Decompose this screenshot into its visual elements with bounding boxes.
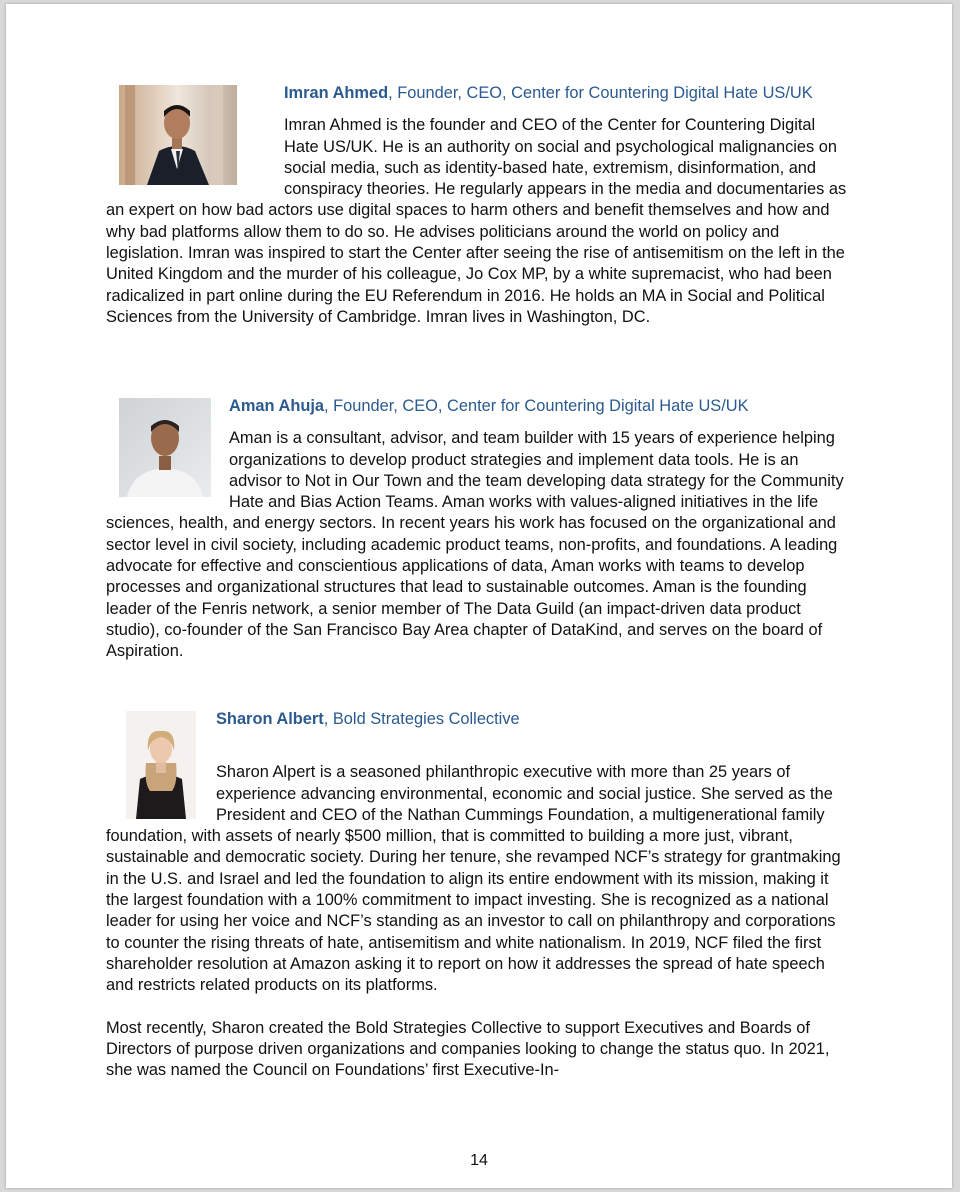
bio-heading <box>106 709 852 730</box>
person-name: Aman Ahuja <box>229 397 325 415</box>
page-number: 14 <box>470 1152 488 1169</box>
bio-paragraph: Aman is a consultant, advisor, and team builder with 15 years of experience helping organizations to develop product strategies and implement data tools. He is an advisor to Not in Our Town and the team developing data strategy for the Community Hate and Bias Action Teams. Aman works with values-aligned initiatives in the life sciences, health, and energy sectors. In recent years his work has focused on the organizational and sector level in civil society, including academic product teams, non-profits, and foundations. A leading advocate for effective and conscientious applications of data, Aman works with teams to develop processes and organizational structures that lead to sustainable outcomes. Aman is the founding leader of the Fenris network, a senior member of The Data Guild (an impact-driven data product studio), co-founder of the San Francisco Bay Area chapter of DataKind, and serves on the board of Aspiration. <box>106 429 844 661</box>
bio-sharon-albert <box>106 709 852 1081</box>
person-affiliation: , Founder, CEO, Center for Countering Digital Hate US/UK <box>388 84 813 102</box>
bio-heading <box>106 396 852 417</box>
portrait-imran-ahmed <box>119 85 237 185</box>
portrait-sharon-albert <box>126 711 196 819</box>
person-name: Imran Ahmed <box>284 84 389 102</box>
portrait-aman-ahuja <box>119 398 211 497</box>
bio-paragraph: Most recently, Sharon created the Bold Strategies Collective to support Executives and Boards of Directors of purpose driven organizations and companies looking to change the status quo. In 2021, she was named the Council on Foundations’ first Executive-In- <box>106 1018 830 1080</box>
bio-aman-ahuja <box>106 396 852 663</box>
bio-imran-ahmed <box>106 83 852 328</box>
bio-paragraph: Imran Ahmed is the founder and CEO of the Center for Countering Digital Hate US/UK. He is an authority on social and psychological malignancies on social media, such as identity-based hate, extremism, disinformation, and conspiracy theories. He regularly appears in the media and documentaries as an expert on how bad actors use digital spaces to harm others and benefit themselves and how and why bad platforms allow them to do so. He advises politicians around the world on policy and legislation. Imran was inspired to start the Center after seeing the rise of antisemitism on the left in the United Kingdom and the murder of his colleague, Jo Cox MP, by a white supremacist, who had been radicalized in part online during the EU Referendum in 2016. He holds an MA in Social and Political Sciences from the University of Cambridge. Imran lives in Washington, DC. <box>106 116 847 326</box>
person-affiliation: , Bold Strategies Collective <box>323 710 520 728</box>
bio-paragraph: Sharon Alpert is a seasoned philanthropic executive with more than 25 years of experience advancing environmental, economic and social justice. She served as the President and CEO of the Nathan Cummings Foundation, a multigenerational family foundation, with assets of nearly $500 million, that is committed to building a more just, vibrant, sustainable and democratic society. During her tenure, she revamped NCF’s strategy for grantmaking in the U.S. and Israel and led the foundation to align its entire endowment with its mission, making it the largest foundation with a 100% commitment to impact investing. She is recognized as a national leader for using her voice and NCF’s standing as an investor to call on philanthropy and corporations to counter the rising threats of hate, antisemitism and white nationalism. In 2019, NCF filed the first shareholder resolution at Amazon asking it to report on how it addresses the spread of hate speech and restricts related products on its platforms. <box>106 763 841 995</box>
document-page <box>6 4 952 1188</box>
person-affiliation: , Founder, CEO, Center for Countering Digital Hate US/UK <box>324 397 749 415</box>
person-name: Sharon Albert <box>216 710 324 728</box>
